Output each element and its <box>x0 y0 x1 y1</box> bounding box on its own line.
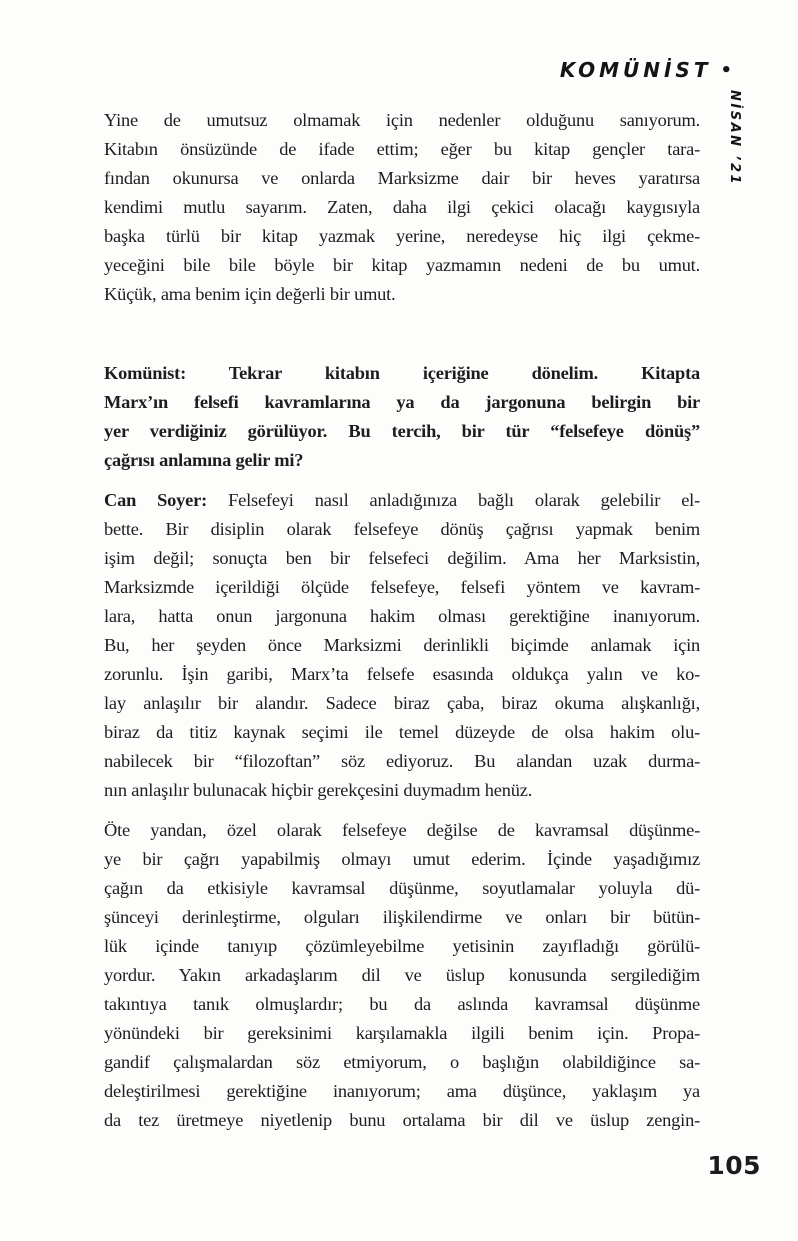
text-line: şünceyi derinleştirme, olguları ilişkilendirme ve onları bir bütün- <box>104 907 700 927</box>
text-line: zorunlu. İşin garibi, Marx’ta felsefe esasında oldukça yalın ve ko- <box>104 664 700 684</box>
text-line: Yine de umutsuz olmamak için nedenler olduğunu sanıyorum. <box>104 110 700 130</box>
text-line: kendimi mutlu sayarım. Zaten, daha ilgi çekici olacağı kaygısıyla <box>104 197 700 217</box>
text-line: Marksizmde içerildiği ölçüde felsefeye, felsefi yöntem ve kavram- <box>104 577 700 597</box>
text-line: Küçük, ama benim için değerli bir umut. <box>104 284 396 304</box>
article-text <box>104 106 700 1135</box>
text-line: Can Soyer: Felsefeyi nasıl anladığınıza bağlı olarak gelebilir el- <box>104 490 700 510</box>
text-line: yordur. Yakın arkadaşlarım dil ve üslup konusunda sergilediğim <box>104 965 700 985</box>
page-number: 105 <box>707 1151 761 1180</box>
journal-title: KOMÜNİST <box>559 58 712 82</box>
text-line: işim değil; sonuçta ben bir felsefeci değilim. Ama her Marksistin, <box>104 548 700 568</box>
text-line: başka türlü bir kitap yazmak yerine, neredeyse hiç ilgi çekme- <box>104 226 700 246</box>
text-line: lara, hatta onun jargonuna hakim olması gerektiğine inanıyorum. <box>104 606 700 626</box>
text-line: Komünist: Tekrar kitabın içeriğine dönelim. Kitapta <box>104 363 700 383</box>
text-line: biraz da titiz kaynak seçimi ile temel düzeyde de olsa hakim olu- <box>104 722 700 742</box>
text-line: gandif çalışmalardan söz etmiyorum, o başlığın olabildiğince sa- <box>104 1052 700 1072</box>
text-line: yeceğini bile bile böyle bir kitap yazmamın nedeni de bu umut. <box>104 255 700 275</box>
text-line: bette. Bir disiplin olarak felsefeye dönüş çağrısı yapmak benim <box>104 519 700 539</box>
text-line: yer verdiğiniz görülüyor. Bu tercih, bir tür “felsefeye dönüş” <box>104 421 700 441</box>
text-line: nabilecek bir “filozoftan” söz ediyoruz. Bu alandan uzak durma- <box>104 751 700 771</box>
text-line: fından okunursa ve onlarda Marksizme dair bir heves yaratırsa <box>104 168 700 188</box>
text-line: lük içinde tanıyıp çözümleyebilme yetisinin zayıfladığı görülü- <box>104 936 700 956</box>
text-line: da tez üretmeye niyetlenip bunu ortalama bir dil ve üslup zengin- <box>104 1110 700 1130</box>
text-line: Marx’ın felsefi kavramlarına ya da jargonuna belirgin bir <box>104 392 700 412</box>
text-line: Öte yandan, özel olarak felsefeye değilse de kavramsal düşünme- <box>104 820 700 840</box>
text-line: lay anlaşılır bir alandır. Sadece biraz çaba, biraz okuma alışkanlığı, <box>104 693 700 713</box>
paragraph-body <box>104 106 700 309</box>
paragraph-question <box>104 359 700 475</box>
journal-header <box>560 58 732 82</box>
text-line: ye bir çağrı yapabilmiş olmayı umut ederim. İçinde yaşadığımız <box>104 849 700 869</box>
paragraph-answer <box>104 486 700 805</box>
speaker-name: Can Soyer: <box>104 490 208 510</box>
text-line: Bu, her şeyden önce Marksizmi derinlikli biçimde anlamak için <box>104 635 700 655</box>
text-line: çağın da etkisiyle kavramsal düşünme, soyutlamalar yoluyla dü- <box>104 878 700 898</box>
paragraph-body <box>104 816 700 1135</box>
text-line: nın anlaşılır bulunacak hiçbir gerekçesini duymadım henüz. <box>104 780 533 800</box>
text-line: deleştirilmesi gerektiğine inanıyorum; ama düşünce, yaklaşım ya <box>104 1081 700 1101</box>
bullet-icon: • <box>720 60 732 81</box>
text-line: takıntıya tanık olmuşlardır; bu da aslında kavramsal düşünme <box>104 994 700 1014</box>
text-line: yönündeki bir gereksinimi karşılamakla ilgili benim için. Propa- <box>104 1023 700 1043</box>
text-line: çağrısı anlamına gelir mi? <box>104 450 304 470</box>
issue-label: NİSAN ’21 <box>727 90 742 187</box>
text-line: Kitabın önsüzünde de ifade ettim; eğer bu kitap gençler tara- <box>104 139 700 159</box>
